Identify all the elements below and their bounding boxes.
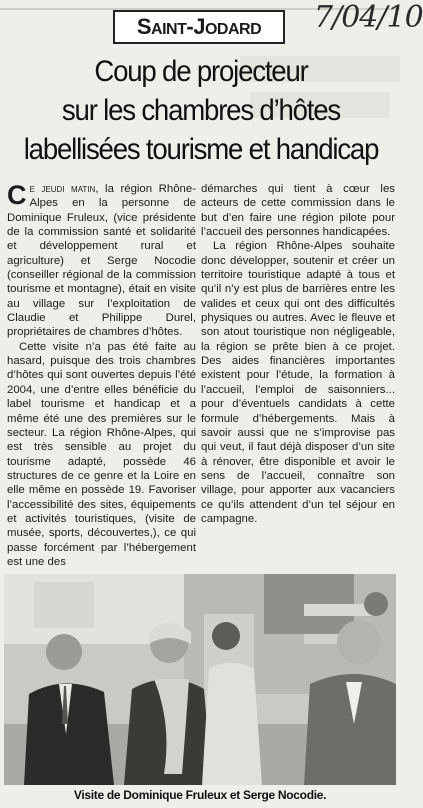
drop-cap: C (7, 180, 27, 210)
article-paragraph: Ce jeudi matin, la région Rhône-Alpes en la personne de Dominique Fruleux, (vice présidente de la commission santé et solidarité et développement rural et agriculture) et Serge Nocodie (conseiller régional de la commission tourisme et montagne), était en visite au village sur l’exploitation de Claudie et Philippe Durel, propriétaires de chambres d’hôtes. (7, 180, 196, 339)
article-column-right (201, 182, 395, 526)
article-paragraph: La région Rhône-Alpes souhaite donc développer, soutenir et créer un territoire touristique adapté à tous et qu’il n’y est plus de barrières entre les valides et ceux qui ont des difficultés physiques ou autres. Avec le fleuve et son atout touristique non négligeable, la région se prête bien à ce projet. Des aides financières importantes existent pour l’étude, la formation à l’accueil, l’emploi de saisonniers... pour d’éventuels candidats à cette formule d’hébergements. Mais à savoir aussi que ne s’improvise pas qui veut, il faut déjà disposer d’un site à rénover, être disponible et avoir le sens de l’accueil, connaître son village, pour apporter aux vacanciers ce qu’ils attendent d’un tel séjour en campagne. (201, 240, 395, 525)
article-column-left (7, 182, 196, 569)
photo-caption: Visite de Dominique Fruleux et Serge Nocodie. (73, 788, 327, 802)
article-paragraph: démarches qui tient à cœur les acteurs de cette commission dans le but d’en faire une région pilote pour l’accueil des personnes handicapées. (201, 183, 395, 239)
headline-line: labellisées tourisme et handicap (23, 133, 379, 166)
headline-line: sur les chambres d’hôtes (61, 94, 341, 127)
handwritten-date: 7/04/10 (314, 0, 423, 35)
article-paragraph: Cette visite n’a pas été faite au hasard, puisque des trois chambres d’hôtes qui sont ouvertes depuis l’été 2004, une d’entre elles bénéficie du label tourisme et handicap et a même été une des premières sur le secteur. La région Rhône-Alpes, qui est très sensible au projet du tourisme adapté, possède 46 structures de ce genre et la Loire en elle même en possède 19. Favoriser l’accessibilité des sites, équipements et activités touristiques, (visite de musée, sports, découvertes,), ce qui passe forcément par l’hébergement est une des (7, 340, 196, 568)
article-headline (23, 52, 378, 169)
section-kicker: SAINT-JODARD (113, 10, 285, 44)
headline-line: Coup de projecteur (94, 55, 308, 88)
photo-illustration (4, 574, 396, 785)
lead-in: e jeudi matin (29, 183, 96, 195)
article-photo (4, 574, 396, 785)
